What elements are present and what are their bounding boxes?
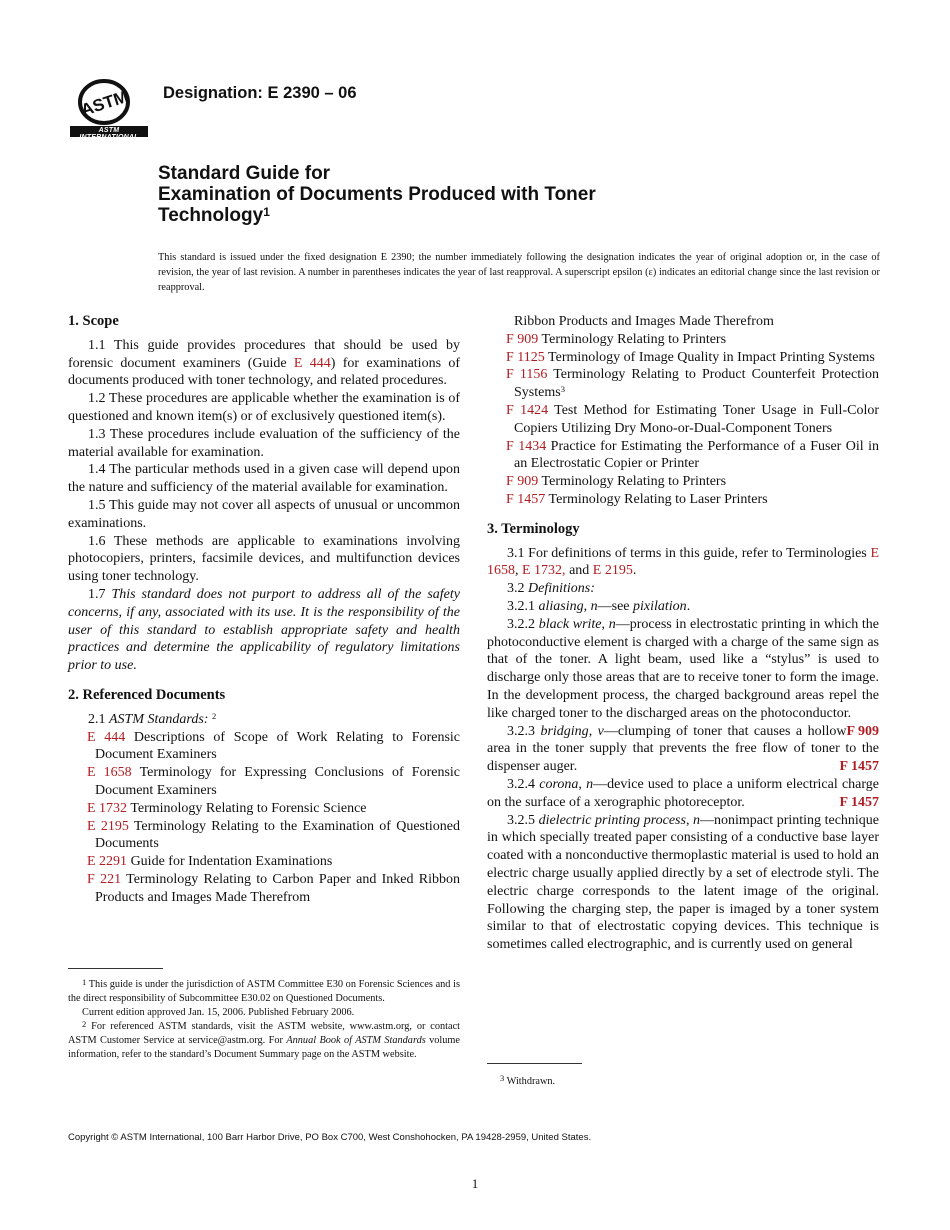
reference-item-continuation: Ribbon Products and Images Made Therefrom <box>514 314 774 329</box>
paragraph-2-1: 2.1 ASTM Standards: $^2$ <box>88 710 217 727</box>
source-tag[interactable]: F 1457 <box>839 759 879 775</box>
reference-link[interactable]: F 221 <box>87 871 122 887</box>
footnote-1: $^1$ This guide is under the jurisdiction of ASTM Committee E30 on Forensic Sciences and is the direct responsibility of Subcommittee E30.02 on Questioned Documents. <box>68 977 460 1004</box>
logo-text: ASTM INTERNATIONAL <box>79 127 139 141</box>
paragraph-3-1: 3.1 For definitions of terms in this guide, refer to Terminologies E 1658, E 1732, and E 2195. <box>487 545 879 579</box>
link-e1732[interactable]: E 1732, <box>522 563 566 579</box>
paragraph-1-3: 1.3 These procedures include evaluation of the sufficiency of the material available for examination. <box>68 426 460 460</box>
link-e444[interactable]: E 444 <box>293 355 331 371</box>
paragraph-3-2: 3.2 Definitions: <box>507 581 595 597</box>
reference-link[interactable]: F 1457 <box>506 491 546 507</box>
paragraph-1-1: 1.1 This guide provides procedures that should be used by forensic document examiners (Guide E 444) for examinations of documents produced with toner technology, and related procedures. <box>68 337 460 389</box>
reference-link[interactable]: F 1434 <box>506 438 547 454</box>
reference-link[interactable]: E 444 <box>87 729 126 745</box>
reference-item: F 1424 Test Method for Estimating Toner Usage in Full-Color Copiers Utilizing Dry Mono-or-Dual-Component Toners <box>506 402 879 436</box>
reference-link[interactable]: E 2291 <box>87 854 128 870</box>
paragraph-1-7: 1.7 This standard does not purport to address all of the safety concerns, if any, associated with its use. It is the responsibility of the user of this standard to establish appropriate safety and health practices and determine the applicability of regulatory limitations prior to use. <box>68 586 460 674</box>
reference-item: F 221 Terminology Relating to Carbon Paper and Inked Ribbon Products and Images Made Therefrom <box>87 871 460 905</box>
paragraph-1-4: 1.4 The particular methods used in a given case will depend upon the nature and sufficiency of the material available for examination. <box>68 462 460 496</box>
issuance-note: This standard is issued under the fixed designation E 2390; the number immediately following the designation indicates the year of original adoption or, in the case of revision, the year of last revision. A number in parentheses indicates the year of last reapproval. A superscript epsilon (ε) indicates an editorial change since the last revision or reapproval. <box>158 252 880 293</box>
paragraph-1-2: 1.2 These procedures are applicable whether the examination is of questioned and known item(s) or of exclusively questioned item(s). <box>68 391 460 424</box>
reference-item: F 1457 Terminology Relating to Laser Printers <box>506 491 768 507</box>
footnote-rule <box>68 968 163 969</box>
definition-black-write: 3.2.2 black write, n—process in electrostatic printing in which the photoconductive element is charged with a charge of the same sign as that of the toner. A light beam, used like a “stylus” is used to discharge only those areas that are to receive toner to form the image. In the development process, the charged background areas repel the like charged toner to the discharged areas on the photoconductor. F 909 <box>487 616 880 739</box>
definition-dielectric-printing-process: 3.2.5 dielectric printing process, n—nonimpact printing technique in which specially treated paper consisting of a conductive base layer coated with a nonconductive thermoplastic material is used to hold an electric charge usually applied directly by a set of electrode styli. The electric charge corresponds to the latent image of the original. Following the charging step, the paper is imaged by a toner system similar to that of electrostatic copying devices. This technique is sometimes called electrographic, and is currently used on general <box>487 812 880 953</box>
reference-item: F 1156 Terminology Relating to Product Counterfeit Protection Systems$^3$ <box>506 367 879 401</box>
title-line-1: Standard Guide for <box>158 163 331 184</box>
link-e2195[interactable]: E 2195 <box>592 563 633 579</box>
reference-link[interactable]: F 1156 <box>506 367 548 383</box>
astm-logo <box>66 80 152 142</box>
reference-link[interactable]: F 909 <box>506 474 539 490</box>
reference-item: F 1434 Practice for Estimating the Performance of a Fuser Oil in an Electrostatic Copier or Printer <box>506 438 879 472</box>
reference-link[interactable]: E 1732 <box>87 800 128 816</box>
reference-link[interactable]: E 2195 <box>87 818 129 834</box>
paragraph-1-6: 1.6 These methods are applicable to examinations involving photocopiers, printers, facsimile devices, and multifunction devices using toner technology. <box>68 533 460 585</box>
reference-item: E 444 Descriptions of Scope of Work Relating to Forensic Document Examiners <box>87 729 461 763</box>
footnote-1-edition: Current edition approved Jan. 15, 2006. Published February 2006. <box>82 1007 355 1018</box>
section-heading-terminology: 3. Terminology <box>487 520 580 537</box>
copyright: Copyright © ASTM International, 100 Barr Harbor Drive, PO Box C700, West Conshohocken, PA 19428-2959, United States. <box>68 1132 592 1143</box>
source-tag[interactable]: F 909 <box>846 723 879 739</box>
footnote-rule <box>487 1063 582 1064</box>
section-heading-referenced-documents: 2. Referenced Documents <box>68 686 226 703</box>
source-tag[interactable]: F 1457 <box>839 794 879 810</box>
section-heading-scope: 1. Scope <box>68 313 119 329</box>
reference-item: F 909 Terminology Relating to Printers <box>506 331 727 347</box>
definition-corona: 3.2.4 corona, n—device used to place a uniform electrical charge on the surface of a xerographic photoreceptor. F 1457 <box>487 776 880 810</box>
reference-link[interactable]: F 1424 <box>506 402 549 418</box>
designation: Designation: E 2390 – 06 <box>163 84 357 102</box>
document-title <box>158 163 878 226</box>
reference-item: E 1658 Terminology for Expressing Conclusions of Forensic Document Examiners <box>87 765 460 798</box>
reference-link[interactable]: F 909 <box>506 331 539 347</box>
link-e1658[interactable]: E 1658 <box>487 545 879 579</box>
definition-bridging: 3.2.3 bridging, v—clumping of toner that causes a hollow area in the toner supply that prevents the free flow of toner to the dispenser auger. F 1457 <box>487 723 879 775</box>
right-column <box>487 313 879 954</box>
reference-item: E 2291 Guide for Indentation Examinations <box>87 854 333 870</box>
page-number: 1 <box>471 1176 479 1191</box>
title-line-3: Technology$^1$ <box>158 205 270 226</box>
paragraph-1-5: 1.5 This guide may not cover all aspects of unusual or uncommon examinations. <box>68 497 460 531</box>
title-line-2: Examination of Documents Produced with Toner <box>158 184 596 205</box>
title-footnote-mark: 1 <box>263 205 270 219</box>
reference-item: E 2195 Terminology Relating to the Examination of Questioned Documents <box>87 818 461 852</box>
reference-item: F 909 Terminology Relating to Printers <box>506 474 727 490</box>
reference-link[interactable]: E 1658 <box>87 765 132 781</box>
footnote-3: $^3$ Withdrawn. <box>500 1073 556 1087</box>
left-column <box>68 313 461 905</box>
reference-link[interactable]: F 1125 <box>506 349 545 365</box>
definition-aliasing: 3.2.1 aliasing, n—see pixilation. <box>507 598 691 614</box>
reference-item: E 1732 Terminology Relating to Forensic Science <box>87 800 367 816</box>
footnotes <box>68 978 460 1062</box>
reference-item: F 1125 Terminology of Image Quality in Impact Printing Systems <box>506 349 875 365</box>
svg-text:ASTM: ASTM <box>78 86 131 120</box>
footnote-2: $^2$ For referenced ASTM standards, visit the ASTM website, www.astm.org, or contact ASTM Customer Service at service@astm.org. For Annual Book of ASTM Standards volume information, refer to the standard’s Document Summary page on the ASTM website. <box>68 1019 461 1060</box>
